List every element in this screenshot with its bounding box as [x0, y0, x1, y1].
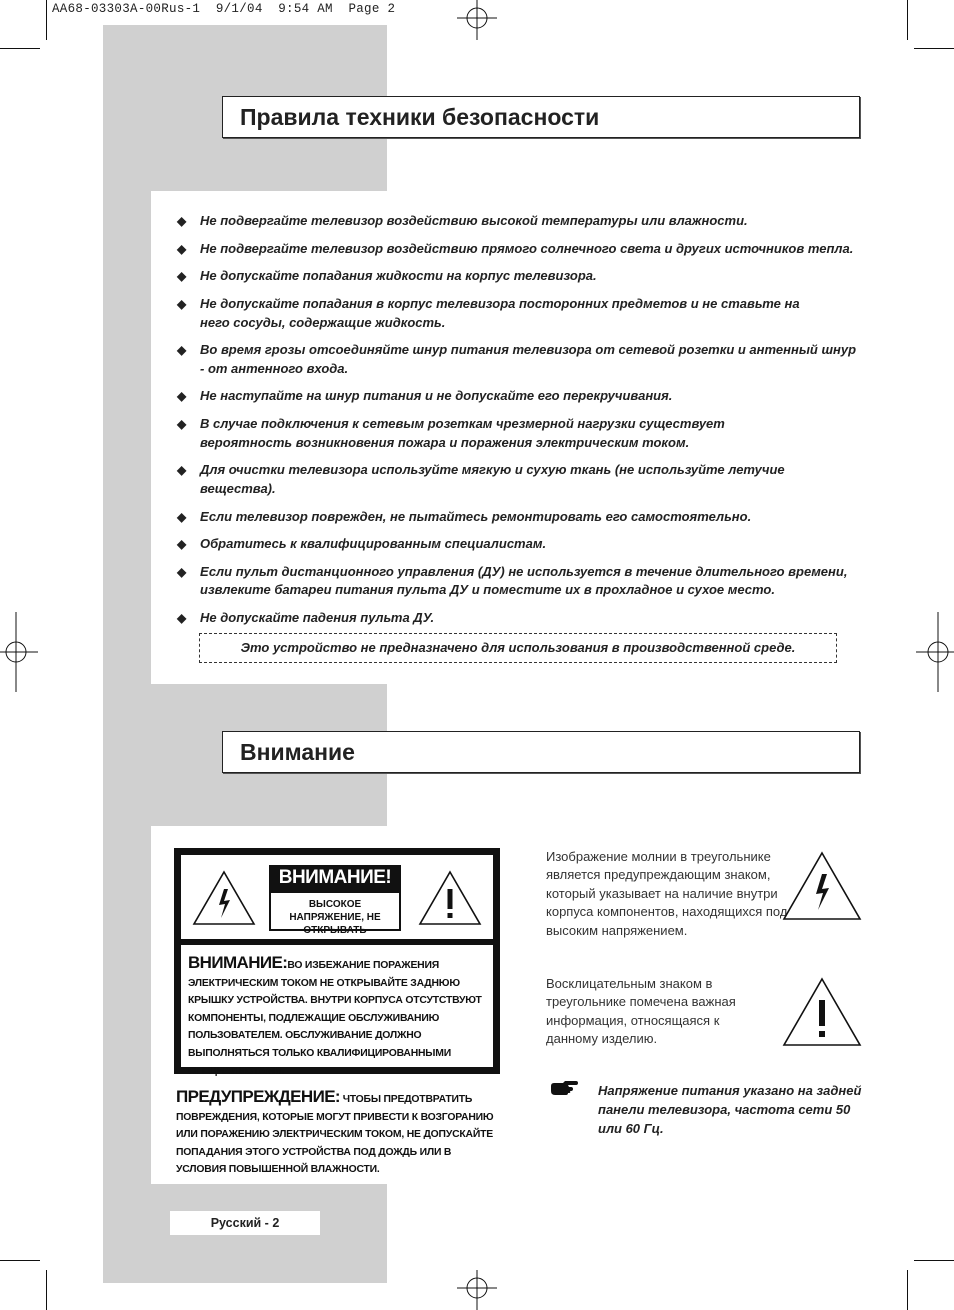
crop-mark	[914, 48, 954, 49]
list-item: ◆ Обратитесь к квалифицированным специалистам.	[177, 535, 857, 554]
caution-subtext: ВЫСОКОЕ НАПРЯЖЕНИЕ, НЕ ОТКРЫВАТЬ	[269, 891, 401, 931]
print-header: AA68-03303A-00Rus-1 9/1/04 9:54 AM Page 2	[52, 2, 396, 16]
diamond-bullet-icon: ◆	[177, 241, 187, 256]
diamond-bullet-icon: ◆	[177, 214, 187, 228]
diamond-bullet-icon: ◆	[177, 389, 187, 404]
diamond-bullet-icon: ◆	[177, 269, 187, 284]
lightning-triangle-icon	[191, 869, 257, 927]
prevention-warning: ПРЕДУПРЕЖДЕНИЕ: ЧТОБЫ ПРЕДОТВРАТИТЬ ПОВРЕЖДЕНИЯ, КОТОРЫЕ МОГУТ ПРИВЕСТИ К ВОЗГОРАНИЮ ИЛИ ПОРАЖЕНИЮ ЭЛЕКТРИЧЕСКИМ ТОКОМ, НЕ ДОПУСКАЙТЕ ПОПАДАНИЯ ЭТОГО УСТРОЙСТВА ПОД ДОЖДЬ ИЛИ В УСЛОВИЯ ПОВЫШЕННОЙ ВЛАЖНОСТИ.	[176, 1087, 494, 1176]
list-item: ◆ Не подвергайте телевизор воздействию прямого солнечного света и других источников тепла.	[177, 240, 857, 259]
crop-mark	[46, 0, 47, 40]
registration-mark-bottom-icon	[452, 1270, 502, 1310]
list-item: ◆ Не наступайте на шнур питания и не допускайте его перекручивания.	[177, 387, 857, 406]
crop-mark	[907, 1270, 908, 1310]
list-item: ◆ Не допускайте попадания в корпус телевизора посторонних предметов и не ставьте на него сосуды, содержащие жидкость.	[177, 296, 800, 330]
crop-mark	[907, 0, 908, 40]
caution-label-top	[181, 855, 493, 939]
list-item: ◆ Не допускайте падения пульта ДУ.	[177, 609, 857, 628]
voltage-note: Напряжение питания указано на задней панели телевизора, частота сети 50 или 60 Гц.	[598, 1083, 862, 1136]
diamond-bullet-icon: ◆	[177, 564, 187, 579]
caution-warning-lead: ВНИМАНИЕ:	[188, 953, 288, 972]
diamond-bullet-icon: ◆	[177, 417, 187, 432]
diamond-bullet-icon: ◆	[177, 611, 187, 626]
safety-title: Правила техники безопасности	[240, 104, 600, 130]
diamond-bullet-icon: ◆	[177, 343, 187, 358]
caution-label-bottom	[181, 945, 493, 1077]
caution-warning-text: ВНИМАНИЕ:ВО ИЗБЕЖАНИЕ ПОРАЖЕНИЯ ЭЛЕКТРИЧЕСКИМ ТОКОМ НЕ ОТКРЫВАЙТЕ ЗАДНЮЮ КРЫШКУ УСТРОЙСТВА. ВНУТРИ КОРПУСА ОТСУТСТВУЮТ КОМПОНЕНТЫ, ПОДЛЕЖАЩИЕ ОБСЛУЖИВАНИЮ ПОЛЬЗОВАТЕЛЕМ. ОБСЛУЖИВАНИЕ ДОЛЖНО ВЫПОЛНЯТЬСЯ ТОЛЬКО КВАЛИФИЦИРОВАННЫМИ СПЕЦИАЛИСТАМИ.	[188, 953, 482, 1077]
safety-bullet-list	[177, 212, 857, 637]
caution-label	[174, 848, 500, 1077]
list-item: ◆ В случае подключения к сетевым розеткам чрезмерной нагрузки существует вероятность возникновения пожара и поражения электрическим током.	[177, 416, 725, 450]
safety-title-box	[222, 96, 860, 138]
crop-mark	[0, 48, 40, 49]
list-item: ◆ Для очистки телевизора используйте мягкую и сухую ткань (не используйте летучие вещества).	[177, 462, 785, 496]
exclamation-description: Восклицательным знаком в треугольнике помечена важная информация, относящаяся к данному изделию.	[546, 976, 736, 1047]
list-item: ◆ Не допускайте попадания жидкости на корпус телевизора.	[177, 267, 857, 286]
attention-title: Внимание	[240, 739, 355, 765]
list-item: ◆ Если пульт дистанционного управления (ДУ) не используется в течение длительного времени, извлеките батареи питания пульта ДУ и поместите их в прохладное и сухое место.	[177, 563, 848, 598]
diamond-bullet-icon: ◆	[177, 509, 187, 524]
caution-header: ВНИМАНИЕ!	[269, 865, 401, 891]
page-number-label: Русский - 2	[170, 1211, 320, 1235]
crop-mark	[46, 1270, 47, 1310]
crop-mark	[914, 1260, 954, 1261]
industrial-use-notice: Это устройство не предназначено для использования в производственной среде.	[199, 633, 837, 663]
registration-mark-right-icon	[914, 612, 954, 692]
list-item: ◆ Во время грозы отсоединяйте шнур питания телевизора от сетевой розетки и антенный шнур - от антенного входа.	[177, 342, 857, 376]
lightning-triangle-icon	[781, 850, 863, 922]
diamond-bullet-icon: ◆	[177, 463, 187, 478]
crop-mark	[0, 1260, 40, 1261]
lightning-description: Изображение молнии в треугольнике является предупреждающим знаком, который указывает на наличие внутри корпуса компонентов, находящихся под высоким напряжением.	[546, 849, 788, 938]
diamond-bullet-icon: ◆	[177, 297, 187, 312]
list-item: ◆ Если телевизор поврежден, не пытайтесь ремонтировать его самостоятельно.	[177, 508, 857, 527]
exclamation-triangle-icon	[781, 976, 863, 1048]
diamond-bullet-icon: ◆	[177, 537, 187, 552]
pointing-hand-icon	[549, 1079, 579, 1097]
prevention-lead: ПРЕДУПРЕЖДЕНИЕ:	[176, 1087, 340, 1106]
registration-mark-top-icon	[452, 0, 502, 40]
registration-mark-left-icon	[0, 612, 40, 692]
exclamation-triangle-icon	[417, 869, 483, 927]
attention-title-box	[222, 731, 860, 773]
list-item: ◆ Не подвергайте телевизор воздействию высокой температуры или влажности.	[177, 212, 857, 231]
